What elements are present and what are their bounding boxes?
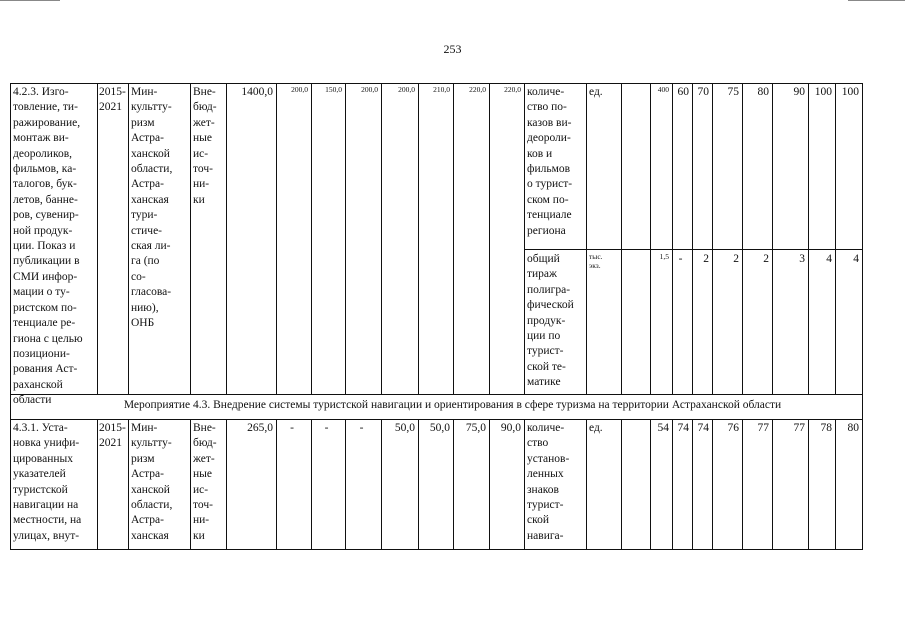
row-3-indicator-1-value-7: 78: [820, 422, 832, 434]
page-number: 253: [443, 42, 462, 56]
row-3-indicator-1-value-1: 54: [657, 422, 669, 434]
row-3-finance-7: 90,0: [500, 422, 521, 434]
row-3-finance-2: -: [324, 422, 329, 434]
table-top-border: [10, 83, 863, 84]
col-border-lower-1: [97, 419, 98, 549]
row-1-finance-3: 200,0: [361, 85, 378, 94]
col-border-lower-18: [712, 419, 713, 549]
row-1-indicator-1-value-6: 90: [793, 86, 805, 98]
row-3-indicator-1-value-4: 76: [727, 422, 739, 434]
col-border-3: [190, 83, 191, 394]
row-1-indicator-1-value-5: 80: [757, 86, 769, 98]
col-border-9: [418, 83, 419, 394]
col-border-lower-12: [524, 419, 525, 549]
col-border-14: [621, 83, 622, 394]
row-1-finance-1: 200,0: [291, 85, 308, 94]
col-border-lower-13: [586, 419, 587, 549]
row-1-finance-6: 220,0: [469, 85, 486, 94]
col-border-lower-8: [381, 419, 382, 549]
col-border-lower-15: [650, 419, 651, 549]
row-1-indicator-2-value-4: 2: [733, 253, 739, 265]
col-border-lower-6: [311, 419, 312, 549]
col-border-lower-10: [453, 419, 454, 549]
row-3-finance-6: 75,0: [465, 422, 486, 434]
row-3-finance-4: 50,0: [394, 422, 415, 434]
row-1-executor: Мин- культту- ризм Астра- ханской области, Астра- ханская тури- стиче- ская ли- га (по со- гласова- нию), ОНБ: [131, 86, 173, 330]
col-border-5: [276, 83, 277, 394]
top-rule-right: [848, 0, 905, 1]
col-border-lower-19: [742, 419, 743, 549]
row-1-indicator-2-value-1: 1,5: [659, 252, 669, 261]
col-border-7: [345, 83, 346, 394]
col-border-lower-16: [672, 419, 673, 549]
col-border-lower-0: [10, 419, 11, 549]
row-3-executor: Мин- культту- ризм Астра- ханской области, Астра- ханская: [131, 422, 173, 542]
col-border-lower-7: [345, 419, 346, 549]
row-1-indicator-2-value-5: 2: [763, 253, 769, 265]
col-border-lower-22: [835, 419, 836, 549]
col-border-lower-3: [190, 419, 191, 549]
row-1-indicator-2-value-8: 4: [853, 253, 859, 265]
row-3-indicator-1-value-6: 77: [793, 422, 805, 434]
row-3-indicator-1-value-2: 74: [677, 422, 689, 434]
banner-bottom-border: [10, 419, 863, 420]
row-3-source: Вне- бюд- жет- ные ис- точ- ни- ки: [193, 422, 217, 542]
row-1-indicator-2-value-3: 2: [703, 253, 709, 265]
col-border-lower-14: [621, 419, 622, 549]
row-1-finance-2: 150,0: [325, 85, 342, 94]
row-1-indicator-1-value-7: 100: [814, 86, 832, 98]
row-1-finance-0: 1400,0: [241, 86, 273, 98]
row-1-indicator-1-value-3: 70: [697, 86, 709, 98]
col-border-15: [650, 83, 651, 394]
col-border-8: [381, 83, 382, 394]
col-border-1: [97, 83, 98, 394]
row-1-indicator-2-name: общий тираж полигра- фической продук- ции по турист- ской те- матике: [527, 253, 574, 389]
col-border-19: [742, 83, 743, 394]
col-border-10: [453, 83, 454, 394]
col-border-lower-9: [418, 419, 419, 549]
row-1-source: Вне- бюд- жет- ные ис- точ- ни- ки: [193, 86, 217, 206]
row-3-indicator-1-value-8: 80: [847, 422, 859, 434]
row-3-indicator-1-unit: ед.: [589, 422, 603, 434]
col-border-lower-4: [226, 419, 227, 549]
row-1-indicator-2-unit: тыс. экз.: [589, 252, 603, 270]
col-border-22: [835, 83, 836, 394]
row-3-finance-5: 50,0: [429, 422, 450, 434]
col-border-20: [772, 83, 773, 394]
col-border-11: [489, 83, 490, 394]
row-1-indicator-1-value-8: 100: [841, 86, 859, 98]
col-border-21: [808, 83, 809, 394]
row-1-indicator-2-value-7: 4: [826, 253, 832, 265]
col-border-12: [524, 83, 525, 394]
row-3-indicator-1-value-3: 74: [697, 422, 709, 434]
col-border-2: [128, 83, 129, 394]
col-border-lower-21: [808, 419, 809, 549]
col-border-6: [311, 83, 312, 394]
row-1-finance-7: 220,0: [504, 85, 521, 94]
row-1-indicator-1-name: количе- ство по- казов ви- деороли- ков и фильмов о турист- ском по- тенциале региона: [527, 86, 573, 237]
row-1-indicator-1-value-2: 60: [677, 86, 689, 98]
col-border-lower-20: [772, 419, 773, 549]
row-1-bottom-border: [10, 394, 863, 395]
row-1-period: 2015- 2021: [99, 86, 126, 114]
col-border-lower-2: [128, 419, 129, 549]
table-bottom-border: [10, 549, 863, 550]
col-border-4: [226, 83, 227, 394]
col-border-lower-5: [276, 419, 277, 549]
row-1-indicator-2-value-6: 3: [799, 253, 805, 265]
row-3-finance-1: -: [290, 422, 294, 434]
col-border-18: [712, 83, 713, 394]
row-3-finance-0: 265,0: [247, 422, 273, 434]
col-border-0: [10, 83, 11, 394]
col-border-lower-23: [862, 419, 863, 549]
row-1-indicator-1-unit: ед.: [589, 86, 603, 98]
col-border-17: [692, 83, 693, 394]
row-3-finance-3: -: [359, 422, 364, 434]
col-border-23: [862, 83, 863, 394]
top-rule-left: [0, 0, 60, 1]
row-3-indicator-1-name: количе- ство установ- ленных знаков турист- ской навига-: [527, 422, 570, 542]
row-3-period: 2015- 2021: [99, 422, 126, 450]
row-1-indicator-2-value-2: -: [678, 253, 683, 265]
col-border-13: [586, 83, 587, 394]
row-1-finance-5: 210,0: [433, 85, 450, 94]
row-3-code: 4.3.1. Уста- новка унифи- цированных указателей туристской навигации на местности, на улицах, внут-: [13, 422, 82, 542]
indicator-divider: [524, 249, 863, 250]
row-1-finance-4: 200,0: [398, 85, 415, 94]
row-1-code: 4.2.3. Изго- товление, ти- ражирование, монтаж ви- деороликов, фильмов, ка- талогов, бук- летов, банне- ров, сувенир- ной продук- ции. Показ и публикации в СМИ инфор- мации о ту- ристском по- тенциале ре- гиона с целью позициони- рования Аст- раханской области: [13, 86, 83, 407]
row-1-indicator-1-value-1: 400: [657, 85, 669, 94]
col-border-lower-11: [489, 419, 490, 549]
col-border-lower-17: [692, 419, 693, 549]
activity-4-3-banner: Мероприятие 4.3. Внедрение системы туристской навигации и ориентирования в сфере туризма на территории Астраханской области: [123, 399, 782, 411]
col-border-16: [672, 83, 673, 394]
row-3-indicator-1-value-5: 77: [757, 422, 769, 434]
row-1-indicator-1-value-4: 75: [727, 86, 739, 98]
